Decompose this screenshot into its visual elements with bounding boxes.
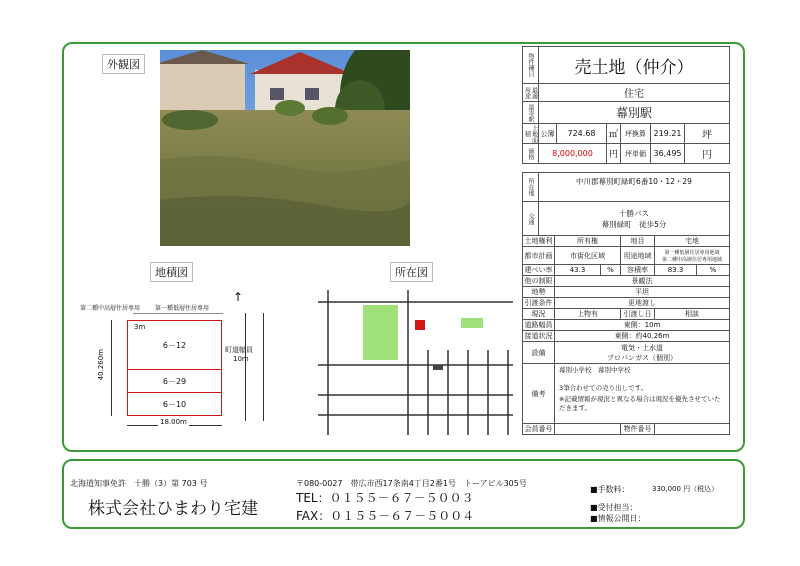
far-label: 容積率 [621,265,655,275]
unit-price-label: 坪単価 [621,144,651,163]
price-unit: 円 [607,144,621,163]
zone-right-label: 第一種低層住居専用 [155,305,210,312]
far-unit: % [709,266,717,274]
exterior-photo [160,50,410,246]
address-label: 所在地 [523,173,539,201]
location-map [318,290,513,435]
area-unit: ㎡ [607,124,621,143]
use-label: 最適用途 [523,84,539,101]
height-label: 40.260m [97,349,105,381]
member-no-label: 会員番号 [523,424,555,434]
property-no-label: 物件番号 [621,424,655,434]
member-no-value [555,424,621,434]
traffic-line-1: 十勝バス [619,208,649,218]
land-value: 宅地 [685,237,699,245]
company-address: 〒080-0027 帯広市西17条南4丁目2番1号 トーアビル305号 [296,479,527,488]
far-value: 83.3 [655,265,697,275]
plot-label: 地積図 [150,262,193,282]
width-label: 18.00m [160,418,187,426]
location-label: 所在図 [390,262,433,282]
road-width: 10m [233,355,249,363]
detail-table [522,172,730,435]
kind-label: 物件種目 [523,47,539,83]
handover-label: 引渡し日 [621,309,655,319]
facility-value-2: プロパンガス（個別） [607,353,677,362]
fee-label: ■手数料： [590,485,630,494]
area-type: 公簿 [539,124,557,143]
unit-price-unit: 円 [702,150,712,161]
delivery-label: 引渡条件 [523,298,555,308]
restrict-value: 景観法 [631,277,653,285]
road-width-value: 東側：10m [623,321,661,329]
road-line-1 [245,313,246,421]
restrict-label: 他の制限 [523,276,555,286]
status-value: 上物有 [555,309,621,319]
handover-value: 相談 [685,310,699,318]
property-kind: 売土地（仲介） [574,57,694,78]
right-value: 所有権 [555,236,621,246]
zone-value-1: 第一種低層住居専用地域 [664,249,720,256]
terrain-label: 地勢 [523,287,555,297]
price-label: 価格 [523,144,539,163]
road-label: 町道幅員 [225,346,253,354]
delivery-value: 更地渡し [628,299,656,307]
traffic-label: 交通 [523,202,539,235]
note-combined: 3筆合わせての売り出しです。 [559,384,648,392]
note-schools: 幕別小学校 幕別中学校 [559,366,631,374]
property-summary-table [522,46,730,164]
height-dim [111,320,112,416]
receptionist-label: ■受付担当： [590,503,638,512]
company-name: 株式会社ひまわり宅建 [88,499,258,519]
note-disclaimer: ※記載情報が現況と異なる場合は現況を優先させていただきます。 [559,395,721,412]
nearest-station: 幕別駅 [615,106,652,120]
north-arrow-icon: ↑ [233,290,244,304]
right-label: 土地権利 [523,236,555,246]
zone-label: 用途地域 [621,247,655,264]
contact-value: 東側：約40.26m [614,332,670,340]
lot-6-10: 6－10 [127,392,222,416]
terrain-value: 平坦 [635,288,649,296]
company-fax: FAX：０１５５－６７－５００４ [296,509,475,523]
tsubo-label: 坪換算 [621,124,651,143]
company-tel: TEL：０１５５－６７－５００３ [296,491,474,505]
unit-price-value: 36,495 [651,144,685,163]
plot-diagram [75,285,275,435]
station-label: 最寄駅 [523,102,539,123]
optimal-use: 住宅 [624,89,644,100]
plan-value: 市街化区域 [555,247,621,264]
contact-label: 接道状況 [523,331,555,341]
road-line-2 [263,313,264,421]
facility-label: 設備 [523,342,555,363]
address-value: 中川郡幕別町緑町6番10・12・29 [576,177,692,186]
area-label: 土地面積 [523,124,538,143]
tsubo-unit: 坪 [702,130,712,141]
tsubo-value: 219.21 [651,124,685,143]
traffic-line-2: 幕別緑町 徒歩5分 [601,219,667,229]
road-width-label: 道路幅員 [523,320,555,330]
lot-6-29: 6－29 [127,369,222,393]
price-value: 8,000,000 [539,144,607,163]
bcr-value: 43.3 [555,265,601,275]
facility-value-1: 電気・上水道 [621,343,663,352]
setback-label: 3m [134,323,146,331]
plan-label: 都市計画 [523,247,555,264]
property-no-value [655,424,729,434]
status-label: 現況 [523,309,555,319]
zone-left-label: 第二種中高層住居専用 [80,305,141,312]
area-value: 724.68 [557,124,607,143]
bcr-label: 建ぺい率 [523,265,555,275]
fee-value: 330,000 円（税込） [652,485,719,493]
publish-date-label: ■情報公開日： [590,514,646,523]
note-label: 備考 [523,364,555,423]
license-number: 北海道知事免許 十勝（3）第 703 号 [70,479,208,488]
zone-line [133,313,223,314]
bcr-unit: % [601,265,621,275]
zone-value-2: 第二種中高層住居専用地域 [661,256,722,263]
land-label: 地目 [621,236,655,246]
photo-label: 外観図 [102,54,145,74]
lot-6-12: 6－12 [127,320,222,370]
